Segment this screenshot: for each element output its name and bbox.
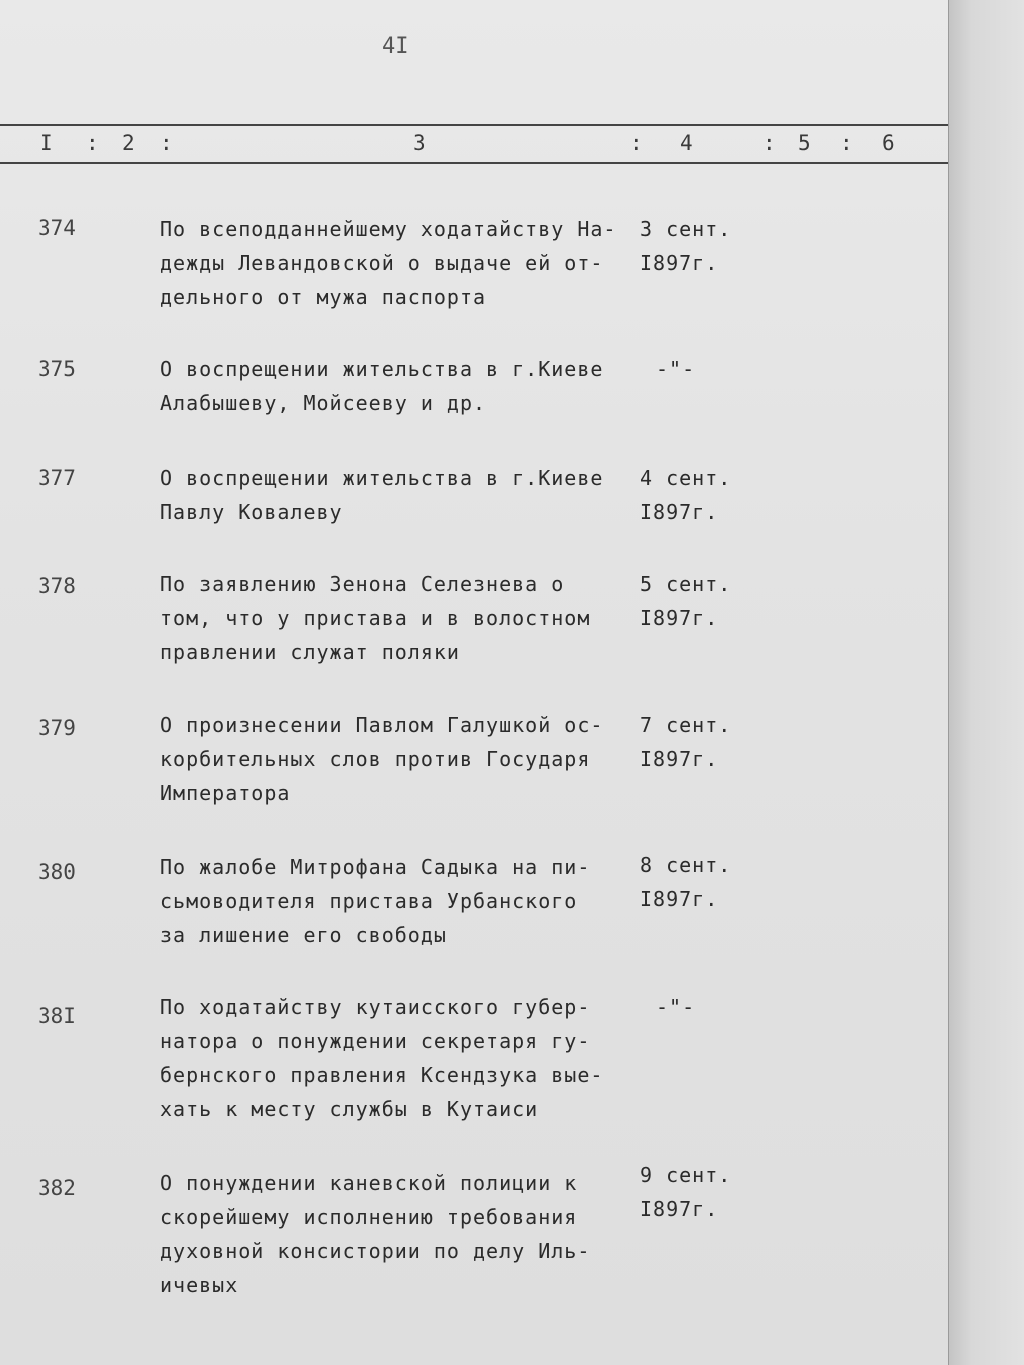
entry-number: 380: [38, 860, 76, 884]
entry-title: О произнесении Павлом Галушкой ос- корбительных слов против Государя Императора: [160, 713, 604, 805]
entry-title: По всеподданнейшему ходатайству На- дежды Левандовской о выдаче ей от- дельного от мужа паспорта: [160, 217, 617, 309]
entry-title: О понуждении каневской полиции к скорейшему исполнению требования духовной консистории по делу Иль- ичевых: [160, 1171, 591, 1297]
column-header-separator: :: [840, 131, 855, 155]
column-header-3: 3: [413, 131, 428, 155]
entry-number: 378: [38, 574, 76, 598]
column-header-2: 2: [122, 131, 137, 155]
entry-date: -"-: [656, 357, 696, 381]
entry-date: 4 сент. I897г.: [640, 466, 732, 524]
entry-number: 382: [38, 1176, 76, 1200]
page-edge: [948, 0, 1024, 1365]
entry-date: -"-: [656, 995, 696, 1019]
entry-number: 374: [38, 216, 76, 240]
column-header-4: 4: [680, 131, 695, 155]
entry-date: 8 сент. I897г.: [640, 853, 732, 911]
column-header-1: I: [40, 131, 55, 155]
entry-title: О воспрещении жительства в г.Киеве Павлу Ковалеву: [160, 466, 604, 524]
entry-title: О воспрещении жительства в г.Киеве Алабышеву, Мойсееву и др.: [160, 357, 604, 415]
entry-number: 377: [38, 466, 76, 490]
column-header-separator: :: [160, 131, 175, 155]
header-rule-bottom: [0, 162, 948, 164]
column-header-5: 5: [798, 131, 813, 155]
entry-date: 5 сент. I897г.: [640, 572, 732, 630]
entry-title: По заявлению Зенона Селезнева о том, что у пристава и в волостном правлении служат поляки: [160, 572, 591, 664]
entry-date: 7 сент. I897г.: [640, 713, 732, 771]
column-header-separator: :: [86, 131, 101, 155]
entry-date: 9 сент. I897г.: [640, 1163, 732, 1221]
entry-number: 375: [38, 357, 76, 381]
column-header-separator: :: [630, 131, 645, 155]
header-rule-top: [0, 124, 948, 126]
entry-number: 38I: [38, 1004, 76, 1028]
page-number: 4I: [382, 34, 409, 59]
entry-number: 379: [38, 716, 76, 740]
entry-title: По жалобе Митрофана Садыка на пи- сьмоводителя пристава Урбанского за лишение его свободы: [160, 855, 591, 947]
column-header-separator: :: [763, 131, 778, 155]
entry-title: По ходатайству кутаисского губер- натора о понуждении секретаря гу- бернского правления Ксендзука вые- хать к месту службы в Кутаиси: [160, 995, 604, 1121]
entry-date: 3 сент. I897г.: [640, 217, 732, 275]
column-header-6: 6: [882, 131, 897, 155]
